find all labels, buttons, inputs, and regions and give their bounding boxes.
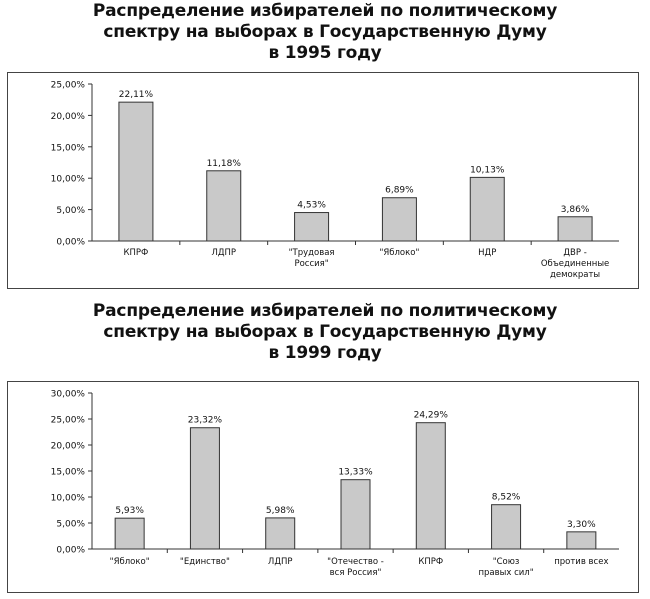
category-label: ДВР - — [563, 248, 587, 258]
data-label: 10,13% — [470, 165, 505, 176]
category-label: "Союз — [492, 557, 520, 567]
bar — [492, 505, 521, 549]
data-label: 3,86% — [560, 204, 590, 215]
y-tick-label: 10,00% — [50, 493, 85, 504]
category-label: "Трудовая — [288, 248, 335, 258]
y-tick-label: 0,00% — [56, 545, 85, 556]
category-label: Россия" — [294, 259, 329, 269]
bar — [266, 518, 295, 549]
bar — [207, 171, 241, 241]
category-label: демократы — [550, 270, 601, 280]
chart-title-line: в 1999 году — [268, 343, 382, 363]
y-tick-label: 15,00% — [50, 467, 85, 478]
bar — [115, 518, 144, 549]
data-label: 8,52% — [491, 492, 521, 503]
y-tick-label: 5,00% — [56, 519, 85, 530]
chart-title-line: Распределение избирателей по политическому — [92, 1, 558, 21]
category-label: НДР — [478, 248, 497, 258]
category-label: "Единство" — [179, 557, 230, 567]
y-tick-label: 20,00% — [50, 111, 85, 122]
y-tick-label: 10,00% — [50, 174, 85, 185]
data-label: 3,30% — [567, 519, 596, 530]
category-label: вся Россия" — [329, 568, 382, 578]
bar — [295, 213, 329, 241]
data-label: 22,11% — [118, 90, 154, 101]
category-label: КПРФ — [123, 248, 149, 258]
data-label: 24,29% — [413, 410, 448, 421]
chart-title-line: спектру на выборах в Государственную Думу — [103, 22, 547, 42]
category-label: ЛДПР — [211, 248, 237, 258]
chart-title-1995 — [0, 1, 650, 64]
data-label: 23,32% — [187, 415, 223, 426]
bar — [470, 177, 504, 241]
bar — [190, 428, 219, 549]
data-label: 4,53% — [297, 200, 326, 211]
category-label: "Отечество - — [327, 557, 384, 567]
category-label: КПРФ — [418, 557, 444, 567]
category-label: "Яблоко" — [109, 557, 150, 567]
bar — [416, 423, 445, 549]
bar-chart-1995 — [7, 72, 637, 287]
category-label: "Яблоко" — [379, 248, 420, 258]
category-label: правых сил" — [478, 568, 534, 578]
bar — [119, 102, 153, 241]
data-label: 5,93% — [115, 506, 144, 517]
bar-chart-1999 — [7, 381, 637, 591]
chart-title-1999 — [0, 301, 650, 364]
bar — [567, 532, 596, 549]
data-label: 6,89% — [385, 185, 414, 196]
bar — [382, 198, 416, 241]
y-tick-label: 15,00% — [50, 143, 85, 154]
data-label: 13,33% — [338, 467, 373, 478]
bar — [558, 217, 592, 241]
y-tick-label: 5,00% — [56, 206, 85, 217]
category-label: Объединенные — [540, 259, 610, 269]
category-label: против всех — [554, 557, 609, 567]
chart-title-line: спектру на выборах в Государственную Думу — [103, 322, 547, 342]
y-tick-label: 30,00% — [50, 389, 85, 400]
chart-title-line: Распределение избирателей по политическому — [92, 301, 558, 321]
y-tick-label: 20,00% — [50, 441, 85, 452]
y-tick-label: 25,00% — [50, 80, 85, 91]
category-label: ЛДПР — [267, 557, 293, 567]
data-label: 11,18% — [206, 158, 241, 169]
y-tick-label: 25,00% — [50, 415, 85, 426]
bar — [341, 480, 370, 549]
y-tick-label: 0,00% — [56, 237, 85, 248]
chart-title-line: в 1995 году — [268, 43, 382, 63]
data-label: 5,98% — [265, 505, 295, 516]
